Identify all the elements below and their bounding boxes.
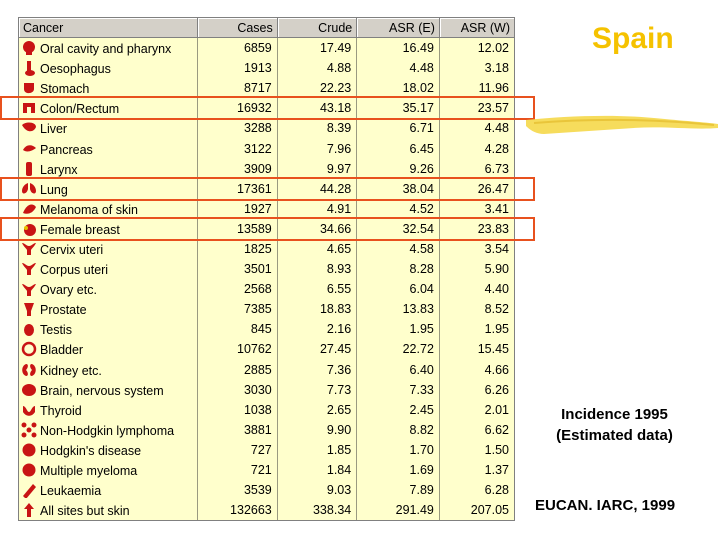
table-body (19, 38, 514, 520)
asr-w-cell: 8.52 (484, 302, 509, 317)
crude-rate-cell: 338.34 (278, 500, 357, 520)
cases-cell: 132663 (198, 500, 277, 520)
asr-w-cell: 5.90 (484, 262, 509, 277)
cases-cell: 2885 (198, 360, 277, 380)
table-row[interactable] (19, 500, 514, 520)
crude-rate-cell: 17.49 (278, 38, 357, 58)
cases-cell: 845 (198, 319, 277, 339)
asr-w-cell: 6.62 (484, 422, 509, 437)
cancer-name-label: Multiple myeloma (40, 464, 138, 479)
cancer-name-cell (19, 440, 198, 460)
table-row[interactable] (19, 279, 514, 299)
crude-rate-cell: 34.66 (278, 219, 357, 239)
asr-e-cell: 38.04 (357, 179, 440, 199)
stomach-icon (21, 80, 37, 96)
asr-w-cell: 2.01 (484, 402, 509, 417)
crude-rate-cell: 9.97 (278, 159, 357, 179)
prostate-icon (21, 301, 37, 317)
cancer-name-cell (19, 420, 198, 440)
lymphoma-icon (21, 422, 37, 438)
table-row[interactable] (19, 360, 514, 380)
bladder-icon (21, 341, 37, 357)
cancer-name-cell (19, 480, 198, 500)
asr-w-cell: 3.18 (484, 61, 509, 76)
asr-w-cell: 1.37 (484, 463, 509, 478)
asr-w-cell: 4.66 (484, 362, 509, 377)
asr-e-cell: 6.04 (357, 279, 440, 299)
asr-w-cell: 11.96 (478, 81, 509, 96)
cancer-name-cell (19, 319, 198, 339)
cancer-name-cell (19, 219, 198, 239)
all-sites-icon (21, 502, 37, 518)
cancer-name-label: Female breast (40, 222, 120, 237)
cases-cell: 17361 (198, 179, 277, 199)
cancer-name-label: All sites but skin (40, 504, 130, 519)
larynx-icon (21, 161, 37, 177)
cases-cell: 10762 (198, 339, 277, 359)
crude-rate-cell: 27.45 (278, 339, 357, 359)
cancer-name-label: Bladder (40, 343, 84, 358)
asr-w-cell: 4.28 (484, 141, 509, 156)
incidence-line-1: Incidence 1995 (561, 406, 668, 423)
cancer-name-cell (19, 239, 198, 259)
incidence-line-2: (Estimated data) (556, 427, 673, 444)
colon-icon (21, 100, 37, 116)
crude-rate-cell: 8.39 (278, 118, 357, 138)
table-row[interactable] (19, 219, 514, 239)
brain-icon (21, 382, 37, 398)
table-row[interactable] (19, 58, 514, 78)
asr-e-cell: 4.48 (357, 58, 440, 78)
pancreas-icon (21, 141, 37, 157)
asr-w-cell: 3.54 (484, 241, 509, 256)
cancer-name-label: Thyroid (40, 403, 82, 418)
uterus-icon (21, 241, 37, 257)
cases-cell: 3122 (198, 138, 277, 158)
asr-w-cell: 23.57 (477, 101, 509, 116)
crude-rate-cell: 43.18 (278, 98, 357, 118)
crude-rate-cell: 8.93 (278, 259, 357, 279)
asr-e-cell: 6.40 (357, 360, 440, 380)
cancer-name-cell (19, 460, 198, 480)
table-header-row (19, 18, 514, 38)
breast-icon (21, 221, 37, 237)
crude-rate-cell: 44.28 (278, 179, 357, 199)
incidence-caption (532, 404, 697, 446)
cases-cell: 727 (198, 440, 277, 460)
table-row[interactable] (19, 239, 514, 259)
crude-rate-cell: 4.65 (278, 239, 357, 259)
crude-rate-cell: 2.16 (278, 319, 357, 339)
table-row[interactable] (19, 480, 514, 500)
table-row[interactable] (19, 380, 514, 400)
cancer-name-cell (19, 279, 198, 299)
source-citation: EUCAN. IARC, 1999 (535, 497, 676, 514)
cancer-name-label: Leukaemia (40, 484, 102, 499)
crude-rate-cell: 1.85 (278, 440, 357, 460)
cancer-name-cell (19, 98, 198, 118)
column-header-cases[interactable]: Cases (198, 18, 277, 38)
table-row[interactable] (19, 440, 514, 460)
cancer-name-label: Cervix uteri (40, 242, 104, 257)
cancer-name-cell (19, 360, 198, 380)
uterus-icon (21, 261, 37, 277)
myeloma-icon (21, 462, 37, 478)
cases-cell: 6859 (198, 38, 277, 58)
cancer-name-cell (19, 38, 198, 58)
asr-w-cell: 1.95 (484, 322, 509, 337)
crude-rate-cell: 18.83 (278, 299, 357, 319)
asr-e-cell: 4.52 (357, 199, 440, 219)
cancer-name-label: Corpus uteri (40, 263, 109, 278)
crude-rate-cell: 2.65 (278, 400, 357, 420)
asr-e-cell: 7.33 (357, 380, 440, 400)
hodgkin-icon (21, 442, 37, 458)
asr-e-cell: 1.69 (357, 460, 440, 480)
cases-cell: 3288 (198, 118, 277, 138)
cancer-name-label: Stomach (40, 82, 90, 97)
cases-cell: 3501 (198, 259, 277, 279)
table-row[interactable] (19, 78, 514, 98)
asr-e-cell: 6.71 (357, 118, 440, 138)
asr-e-cell: 7.89 (357, 480, 440, 500)
table-row[interactable] (19, 159, 514, 179)
table-row[interactable] (19, 138, 514, 158)
cases-cell: 1927 (198, 199, 277, 219)
cancer-name-label: Melanoma of skin (40, 202, 138, 217)
column-header-cancer[interactable]: Cancer (19, 18, 198, 38)
cancer-incidence-table (18, 17, 515, 521)
head-icon (21, 40, 37, 56)
oesophagus-icon (21, 60, 37, 76)
cases-cell: 1913 (198, 58, 277, 78)
crude-rate-cell: 9.03 (278, 480, 357, 500)
crude-rate-cell: 9.90 (278, 420, 357, 440)
cancer-name-cell (19, 500, 198, 520)
crude-rate-cell: 4.91 (278, 199, 357, 219)
liver-icon (21, 120, 37, 136)
cancer-name-cell (19, 58, 198, 78)
table-row[interactable] (19, 420, 514, 440)
cancer-name-label: Oral cavity and pharynx (40, 42, 172, 57)
table-row[interactable] (19, 38, 514, 58)
asr-e-cell: 8.28 (357, 259, 440, 279)
cancer-name-label: Lung (40, 182, 68, 197)
cancer-name-label: Brain, nervous system (40, 383, 164, 398)
cancer-name-cell (19, 78, 198, 98)
asr-w-cell: 6.26 (484, 382, 509, 397)
asr-w-cell: 15.45 (477, 342, 509, 357)
asr-e-cell: 22.72 (357, 339, 440, 359)
asr-e-cell: 13.83 (357, 299, 440, 319)
table-row[interactable] (19, 299, 514, 319)
cancer-name-cell (19, 138, 198, 158)
cancer-name-label: Hodgkin's disease (40, 443, 142, 458)
column-header-asr-w[interactable]: ASR (W) (440, 18, 514, 38)
crude-rate-cell: 6.55 (278, 279, 357, 299)
asr-w-cell: 23.83 (477, 221, 509, 236)
asr-w-cell: 4.48 (484, 121, 509, 136)
country-title: Spain (592, 22, 674, 55)
asr-w-cell: 12.02 (477, 41, 509, 56)
asr-e-cell: 16.49 (357, 38, 440, 58)
cancer-name-cell (19, 199, 198, 219)
cancer-name-label: Larynx (40, 162, 78, 177)
asr-w-cell: 3.41 (484, 201, 509, 216)
cases-cell: 16932 (198, 98, 277, 118)
cancer-name-cell (19, 400, 198, 420)
thyroid-icon (21, 402, 37, 418)
asr-w-cell: 6.28 (484, 483, 509, 498)
cases-cell: 1825 (198, 239, 277, 259)
cancer-name-label: Colon/Rectum (40, 102, 120, 117)
table-row[interactable] (19, 319, 514, 339)
cancer-name-label: Ovary etc. (40, 283, 97, 298)
skin-icon (21, 201, 37, 217)
asr-e-cell: 32.54 (357, 219, 440, 239)
asr-e-cell: 35.17 (357, 98, 440, 118)
table-row[interactable] (19, 118, 514, 138)
cases-cell: 3909 (198, 159, 277, 179)
asr-e-cell: 8.82 (357, 420, 440, 440)
ovary-icon (21, 281, 37, 297)
cases-cell: 721 (198, 460, 277, 480)
crude-rate-cell: 1.84 (278, 460, 357, 480)
asr-e-cell: 9.26 (357, 159, 440, 179)
asr-e-cell: 2.45 (357, 400, 440, 420)
cancer-name-label: Kidney etc. (40, 363, 102, 378)
cancer-name-cell (19, 118, 198, 138)
testis-icon (21, 321, 37, 337)
asr-e-cell: 4.58 (357, 239, 440, 259)
cases-cell: 3539 (198, 480, 277, 500)
cancer-name-label: Oesophagus (40, 62, 111, 77)
table-row[interactable] (19, 98, 514, 118)
crude-rate-cell: 22.23 (278, 78, 357, 98)
crude-rate-cell: 7.96 (278, 138, 357, 158)
cancer-name-cell (19, 299, 198, 319)
column-header-asr-e[interactable]: ASR (E) (357, 18, 440, 38)
table-row[interactable] (19, 460, 514, 480)
asr-w-cell: 4.40 (484, 282, 509, 297)
table-row[interactable] (19, 199, 514, 219)
asr-w-cell: 26.47 (477, 181, 509, 196)
table-row[interactable] (19, 400, 514, 420)
cancer-name-label: Testis (40, 323, 72, 338)
lung-icon (21, 181, 37, 197)
asr-e-cell: 1.95 (357, 319, 440, 339)
crude-rate-cell: 7.73 (278, 380, 357, 400)
cases-cell: 3881 (198, 420, 277, 440)
leukaemia-icon (21, 482, 37, 498)
cases-cell: 7385 (198, 299, 277, 319)
crude-rate-cell: 7.36 (278, 360, 357, 380)
cancer-name-cell (19, 339, 198, 359)
cases-cell: 1038 (198, 400, 277, 420)
cancer-name-cell (19, 179, 198, 199)
table-row[interactable] (19, 259, 514, 279)
table-row[interactable] (19, 339, 514, 359)
cases-cell: 13589 (198, 219, 277, 239)
asr-w-cell: 6.73 (484, 161, 509, 176)
asr-w-cell: 207.05 (470, 503, 509, 518)
asr-e-cell: 1.70 (357, 440, 440, 460)
asr-e-cell: 6.45 (357, 138, 440, 158)
column-header-crude[interactable]: Crude (278, 18, 357, 38)
cases-cell: 8717 (198, 78, 277, 98)
crude-rate-cell: 4.88 (278, 58, 357, 78)
cancer-name-cell (19, 259, 198, 279)
highlighter-stroke (524, 104, 720, 144)
cancer-name-label: Liver (40, 122, 68, 137)
asr-e-cell: 18.02 (357, 78, 440, 98)
cancer-name-cell (19, 159, 198, 179)
table-row[interactable] (19, 179, 514, 199)
cancer-name-label: Prostate (40, 303, 87, 318)
cancer-name-label: Pancreas (40, 142, 93, 157)
asr-w-cell: 1.50 (484, 442, 509, 457)
cancer-name-cell (19, 380, 198, 400)
cases-cell: 3030 (198, 380, 277, 400)
cases-cell: 2568 (198, 279, 277, 299)
asr-e-cell: 291.49 (357, 500, 440, 520)
kidney-icon (21, 362, 37, 378)
cancer-name-label: Non-Hodgkin lymphoma (40, 423, 175, 438)
